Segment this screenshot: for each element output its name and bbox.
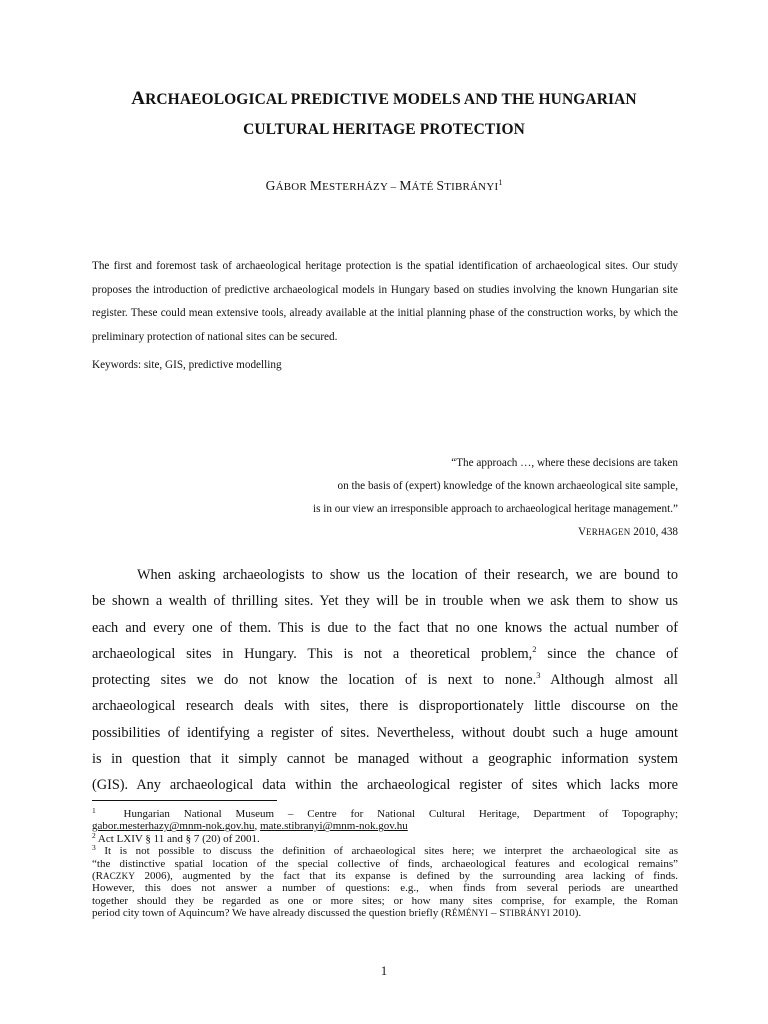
footnote-ref-3[interactable]: 3 [536,670,541,681]
epigraph-quote [200,452,678,544]
body-line: be shown a wealth of thrilling sites. Yet they will be in trouble when we ask them to show us [92,593,678,610]
email-link-stibranyi[interactable]: mate.stibranyi@mnm-nok.gov.hu [259,820,408,833]
footnote-3-line: period city town of Aquincum? We have already discussed the question briefly (RÉMÉNYI – STIBRÁNYI 2010). [92,907,582,920]
body-line: possibilities of identifying a register of sites. Nevertheless, without doubt such a huge amount [92,724,678,741]
body-line: each and every one of them. This is due to the fact that no one knows the actual number of [92,619,678,636]
body-line: When asking archaeologists to show us the location of their research, we are bound to [137,567,678,583]
footnote-ref-1[interactable]: 1 [498,178,503,187]
body-line: is in question that it simply cannot be managed without a geographic information system [92,751,678,768]
quote-line-3: is in our view an irresponsible approach to archaeological heritage management.” [312,503,678,515]
body-line: archaeological research deals with sites, there is disproportionately little discourse on the [92,698,678,715]
body-line: protecting sites we do not know the location of is next to none.$^3$ Although almost all [92,670,678,689]
author-line: GÁBOR MESTERHÁZY – MÁTÉ STIBRÁNYI$^1$ [265,178,503,193]
footnote-3-line: (RACZKY 2006), augmented by the fact that its expanse is defined by the surrounding area lacking of finds. [92,869,678,882]
footnote-3-line: However, this does not answer a number of questions: e.g., when finds from several periods are unearthed [92,882,678,895]
quote-line-1: “The approach …, where these decisions are taken [451,457,678,469]
quote-line-2: on the basis of (expert) knowledge of the known archaeological site sample, [337,480,678,492]
body-paragraph [92,562,678,799]
footnote-1: $^1$ Hungarian National Museum – Centre for National Cultural Heritage, Department of Topography; [92,808,678,820]
keywords: Keywords: site, GIS, predictive modelling [92,359,282,371]
footnote-1-emails: gabor.mesterhazy@mnm-nok.gov.hu, mate.stibranyi@mnm-nok.gov.hu [92,820,408,833]
email-link-mesterhazy[interactable]: gabor.mesterhazy@mnm-nok.gov.hu [92,820,255,833]
abstract: The first and foremost task of archaeological heritage protection is the spatial identification of archaeological sites. Our study proposes the introduction of predictive archaeological models in Hungary based on studies involving the known Hungarian site register. These could mean extensive tools, already available at the initial planning phase of the construction works, by which the preliminary protection of national sites can be secured. [92,260,678,343]
footnote-2: $^2$ Act LXIV § 11 and § 7 (20) of 2001. [92,832,260,845]
footnote-3-line: “the distinctive spatial location of the special collective of finds, archaeological features and ecological remains” [92,857,678,870]
footnote-divider [92,800,277,801]
paper-title-line-1: ARCHAEOLOGICAL PREDICTIVE MODELS AND THE HUNGARIAN [131,88,637,109]
body-line: (GIS). Any archaeological data within the archaeological register of sites which lacks more [92,777,678,794]
quote-source: VERHAGEN 2010, 438 [577,526,678,538]
body-line: archaeological sites in Hungary. This is not a theoretical problem,$^2$ since the chance of [92,643,678,662]
footnotes [92,808,678,920]
footnote-3: $^3$ It is not possible to discuss the definition of archaeological sites here; we interpret the archaeological site as [92,845,678,858]
page-number: 1 [380,964,388,978]
footnote-3-line: together should they be regarded as one or more sites; or how many sites comprise, for example, the Roman [92,894,678,907]
paper-title-line-2: CULTURAL HERITAGE PROTECTION [243,121,525,138]
footnote-ref-2[interactable]: 2 [532,643,537,654]
